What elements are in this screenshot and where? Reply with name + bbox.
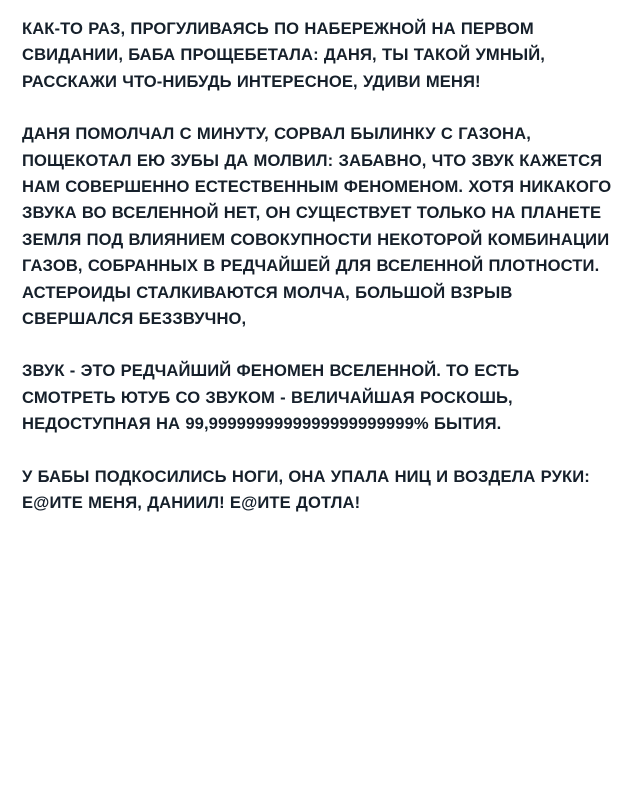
paragraph-1: КАК-ТО РАЗ, ПРОГУЛИВАЯСЬ ПО НАБЕРЕЖНОЙ НА ПЕРВОМ СВИДАНИИ, БАБА ПРОЩЕБЕТАЛА: ДАНЯ, ТЫ ТАКОЙ УМНЫЙ, РАССКАЖИ ЧТО-НИБУДЬ ИНТЕРЕСНОЕ, УДИВИ МЕНЯ! — [22, 19, 546, 91]
paragraph-2: ДАНЯ ПОМОЛЧАЛ С МИНУТУ, СОРВАЛ БЫЛИНКУ С ГАЗОНА, ПОЩЕКОТАЛ ЕЮ ЗУБЫ ДА МОЛВИЛ: ЗАБАВНО, ЧТО ЗВУК КАЖЕТСЯ НАМ СОВЕРШЕННО ЕСТЕСТВЕННЫМ ФЕНОМЕНОМ. ХОТЯ НИКАКОГО ЗВУКА ВО ВСЕЛЕННОЙ НЕТ, ОН СУЩЕСТВУЕТ ТОЛЬКО НА ПЛАНЕТЕ ЗЕМЛЯ ПОД ВЛИЯНИЕМ СОВОКУПНОСТИ НЕКОТОРОЙ КОМБИНАЦИИ ГАЗОВ, СОБРАННЫХ В РЕДЧАЙШЕЙ ДЛЯ ВСЕЛЕННОЙ ПЛОТНОСТИ. АСТЕРОИДЫ СТАЛКИВАЮТСЯ МОЛЧА, БОЛЬШОЙ ВЗРЫВ СВЕРШАЛСЯ БЕЗЗВУЧНО, — [22, 124, 612, 329]
paragraph-3: ЗВУК - ЭТО РЕДЧАЙШИЙ ФЕНОМЕН ВСЕЛЕННОЙ. ТО ЕСТЬ СМОТРЕТЬ ЮТУБ СО ЗВУКОМ - ВЕЛИЧАЙШАЯ РОСКОШЬ, НЕДОСТУПНАЯ НА 99,9999999999999999999999% БЫТИЯ. — [22, 361, 520, 434]
paragraph-4: У БАБЫ ПОДКОСИЛИСЬ НОГИ, ОНА УПАЛА НИЦ И ВОЗДЕЛА РУКИ: Е@ИТЕ МЕНЯ, ДАНИИЛ! Е@ИТЕ ДОТЛА! — [22, 466, 590, 513]
